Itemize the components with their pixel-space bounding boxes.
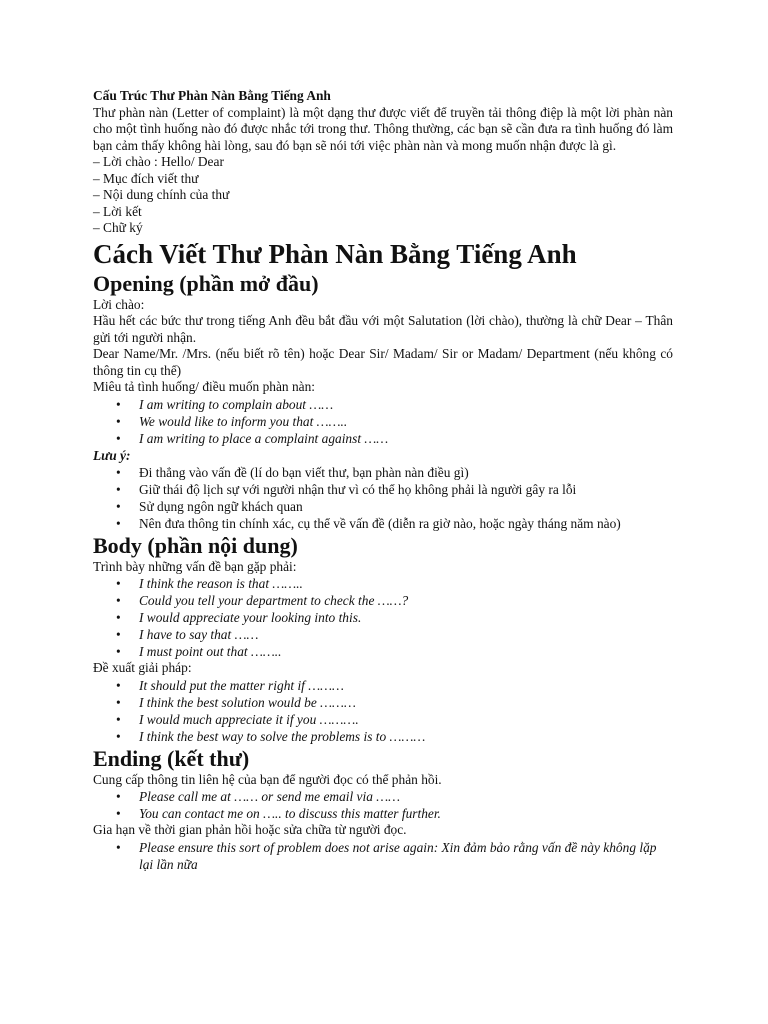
- list-item: • Please ensure this sort of problem does not arise again: Xin đảm bảo rằng vấn đề này không lặp lại lần nữa: [93, 839, 673, 873]
- deadline-list: [93, 839, 673, 873]
- structure-item: – Nội dung chính của thư: [93, 187, 230, 202]
- deadline-label: Gia hạn về thời gian phản hồi hoặc sửa chữa từ người đọc.: [93, 822, 407, 837]
- present-list: [93, 575, 673, 660]
- list-item: • I am writing to complain about ……: [93, 396, 673, 413]
- list-item: • I think the best solution would be ………: [93, 694, 673, 711]
- solution-label: Đề xuất giải pháp:: [93, 660, 192, 675]
- dear-text: Dear Name/Mr. /Mrs. (nếu biết rõ tên) hoặc Dear Sir/ Madam/ Sir or Madam/ Department (nếu không có thông tin cụ thể): [93, 346, 673, 378]
- list-item: • We would like to inform you that ……..: [93, 413, 673, 430]
- document-title: Cấu Trúc Thư Phàn Nàn Bằng Tiếng Anh: [93, 88, 331, 103]
- list-item: • I think the reason is that ……..: [93, 575, 673, 592]
- list-item: • Giữ thái độ lịch sự với người nhận thư vì có thể họ không phải là người gây ra lỗi: [93, 481, 673, 498]
- describe-label: Miêu tả tình huống/ điều muốn phàn nàn:: [93, 379, 316, 394]
- structure-item: – Mục đích viết thư: [93, 170, 199, 186]
- solution-list: [93, 677, 673, 745]
- note-list: [93, 464, 673, 532]
- structure-item: – Lời kết: [93, 203, 142, 219]
- list-item: • Could you tell your department to check the ……?: [93, 592, 673, 609]
- list-item: • Sử dụng ngôn ngữ khách quan: [93, 498, 673, 515]
- structure-item: – Lời chào : Hello/ Dear: [93, 154, 224, 169]
- list-item: • I must point out that ……..: [93, 643, 673, 660]
- note-label: Lưu ý:: [93, 447, 131, 463]
- list-item: • I think the best way to solve the problems is to ………: [93, 728, 673, 745]
- greeting-text: Hầu hết các bức thư trong tiếng Anh đều bắt đầu với một Salutation (lời chào), thường là chữ Dear – Thân gửi tới người nhận.: [93, 313, 673, 345]
- list-item: • Nên đưa thông tin chính xác, cụ thể về vấn đề (diễn ra giờ nào, hoặc ngày tháng năm nào): [93, 515, 673, 532]
- structure-item: – Chữ ký: [93, 220, 143, 235]
- describe-list: [93, 396, 673, 447]
- list-item: • You can contact me on ….. to discuss this matter further.: [93, 805, 673, 822]
- document-page: [93, 88, 673, 873]
- intro-paragraph: Thư phàn nàn (Letter of complaint) là một dạng thư được viết để truyền tải thông điệp là một lời phàn nàn cho một tình huống nào đó được nhắc tới trong thư. Thông thường, các bạn sẽ cần đưa ra tình huống đó làm bạn cảm thấy không hài lòng, sau đó bạn sẽ nói tới việc phàn nàn và mong muốn nhận được là gì.: [93, 104, 673, 153]
- list-item: • I would much appreciate it if you ……….: [93, 711, 673, 728]
- greeting-label: Lời chào:: [93, 296, 145, 312]
- list-item: • I would appreciate your looking into this.: [93, 609, 673, 626]
- present-label: Trình bày những vấn đề bạn gặp phải:: [93, 558, 297, 574]
- body-heading: Body (phần nội dung): [93, 532, 298, 558]
- list-item: • Please call me at …… or send me email via ……: [93, 788, 673, 805]
- list-item: • Đi thẳng vào vấn đề (lí do bạn viết thư, bạn phàn nàn điều gì): [93, 464, 673, 481]
- ending-heading: Ending (kết thư): [93, 745, 250, 771]
- opening-heading: Opening (phần mở đầu): [93, 270, 319, 296]
- main-heading: Cách Viết Thư Phàn Nàn Bằng Tiếng Anh: [93, 238, 577, 269]
- contact-label: Cung cấp thông tin liên hệ của bạn để người đọc có thể phản hồi.: [93, 771, 442, 787]
- contact-list: [93, 788, 673, 822]
- list-item: • I have to say that ……: [93, 626, 673, 643]
- list-item: • It should put the matter right if ………: [93, 677, 673, 694]
- list-item: • I am writing to place a complaint against ……: [93, 430, 673, 447]
